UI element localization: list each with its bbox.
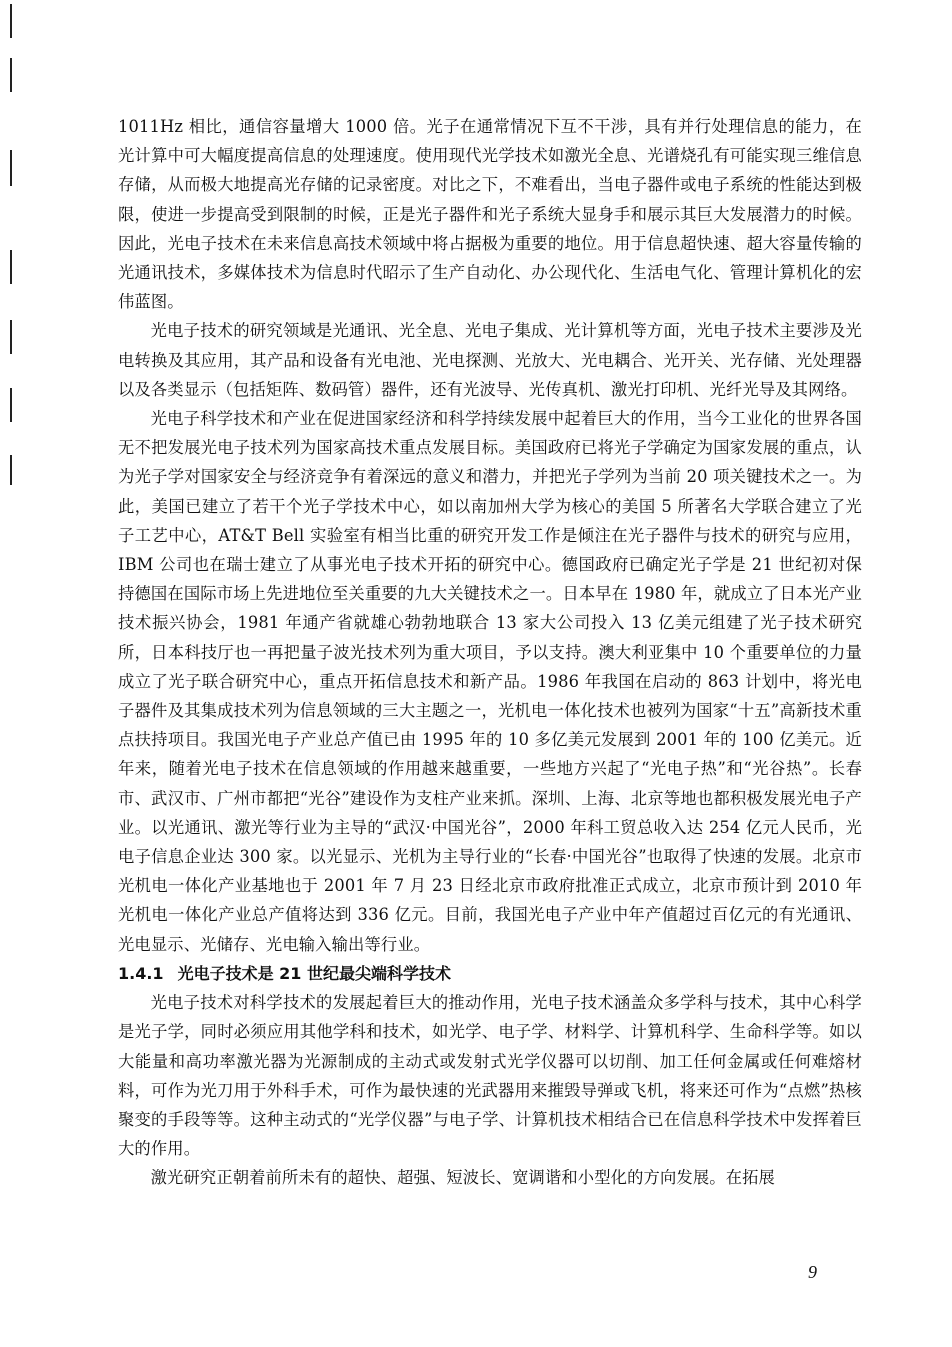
margin-mark [10,455,12,485]
page-body [118,112,862,1193]
margin-mark [10,250,12,284]
page-number: 9 [808,1262,817,1282]
section-number: 1.4.1 [118,963,164,983]
margin-mark [10,4,12,38]
section-title: 光电子技术是 21 世纪最尖端科学技术 [177,963,451,983]
paragraph-2: 光电子技术的研究领域是光通讯、光全息、光电子集成、光计算机等方面，光电子技术主要涉及光电转换及其应用，其产品和设备有光电池、光电探测、光放大、光电耦合、光开关、光存储、光处理器以及各类显示（包括矩阵、数码管）器件，还有光波导、光传真机、激光打印机、光纤光导及其网络。 [118,321,862,399]
margin-mark [10,320,12,354]
paragraph-1: 1011Hz 相比，通信容量增大 1000 倍。光子在通常情况下互不干涉，具有并行处理信息的能力，在光计算中可大幅度提高信息的处理速度。使用现代光学技术如激光全息、光谱烧孔有可能实现三维信息存储，从而极大地提高光存储的记录密度。对比之下，不难看出，当电子器件或电子系统的性能达到极限，使进一步提高受到限制的时候，正是光子器件和光子系统大显身手和展示其巨大发展潜力的时候。因此，光电子技术在未来信息高技术领域中将占据极为重要的地位。用于信息超快速、超大容量传输的光通讯技术，多媒体技术为信息时代昭示了生产自动化、办公现代化、生活电气化、管理计算机化的宏伟蓝图。 [118,117,862,312]
margin-mark [10,150,12,186]
section-heading [118,959,862,988]
paragraph-4: 光电子技术对科学技术的发展起着巨大的推动作用，光电子技术涵盖众多学科与技术，其中心科学是光子学，同时必须应用其他学科和技术，如光学、电子学、材料学、计算机科学、生命科学等。如以大能量和高功率激光器为光源制成的主动式或发射式光学仪器可以切削、加工任何金属或任何难熔材料，可作为光刀用于外科手术，可作为最快速的光武器用来摧毁导弹或飞机，将来还可作为“点燃”热核聚变的手段等等。这种主动式的“光学仪器”与电子学、计算机技术相结合已在信息科学技术中发挥着巨大的作用。 [118,993,862,1159]
paragraph-5: 激光研究正朝着前所未有的超快、超强、短波长、宽调谐和小型化的方向发展。在拓展 [150,1168,775,1188]
margin-mark [10,388,12,422]
margin-mark [10,58,12,92]
paragraph-3: 光电子科学技术和产业在促进国家经济和科学持续发展中起着巨大的作用，当今工业化的世界各国无不把发展光电子技术列为国家高技术重点发展目标。美国政府已将光子学确定为国家发展的重点，认为光子学对国家安全与经济竞争有着深远的意义和潜力，并把光子学列为当前 20 项关键技术之一。为此，美国已建立了若干个光子学技术中心，如以南加州大学为核心的美国 5 所著名大学联合建立了光子工艺中心，AT&T Bell 实验室有相当比重的研究开发工作是倾注在光子器件与技术的研究与应用，IBM 公司也在瑞士建立了从事光电子技术开拓的研究中心。德国政府已确定光子学是 21 世纪初对保持德国在国际市场上先进地位至关重要的九大关键技术之一。日本早在 1980 年，就成立了日本光产业技术振兴协会，1981 年通产省就雄心勃勃地联合 13 家大公司投入 13 亿美元组建了光子技术研究所，日本科技厅也一再把量子波光技术列为重大项目，予以支持。澳大利亚集中 10 个重要单位的力量成立了光子联合研究中心，重点开拓信息技术和新产品。1986 年我国在启动的 863 计划中，将光电子器件及其集成技术列为信息领域的三大主题之一，光机电一体化技术也被列为国家“十五”高新技术重点扶持项目。我国光电子产业总产值已由 1995 年的 10 多亿美元发展到 2001 年的 100 亿美元。近年来，随着光电子技术在信息领域的作用越来越重要，一些地方兴起了“光电子热”和“光谷热”。长春市、武汉市、广州市都把“光谷”建设作为支柱产业来抓。深圳、上海、北京等地也都积极发展光电子产业。以光通讯、激光等行业为主导的“武汉·中国光谷”，2000 年科工贸总收入达 254 亿元人民币，光电子信息企业达 300 家。以光显示、光机为主导行业的“长春·中国光谷”也取得了快速的发展。北京市光机电一体化产业基地也于 2001 年 7 月 23 日经北京市政府批准正式成立，北京市预计到 2010 年光机电一体化产业总产值将达到 336 亿元。目前，我国光电子产业中年产值超过百亿元的有光通讯、光电显示、光储存、光电输入输出等行业。 [118,409,862,954]
